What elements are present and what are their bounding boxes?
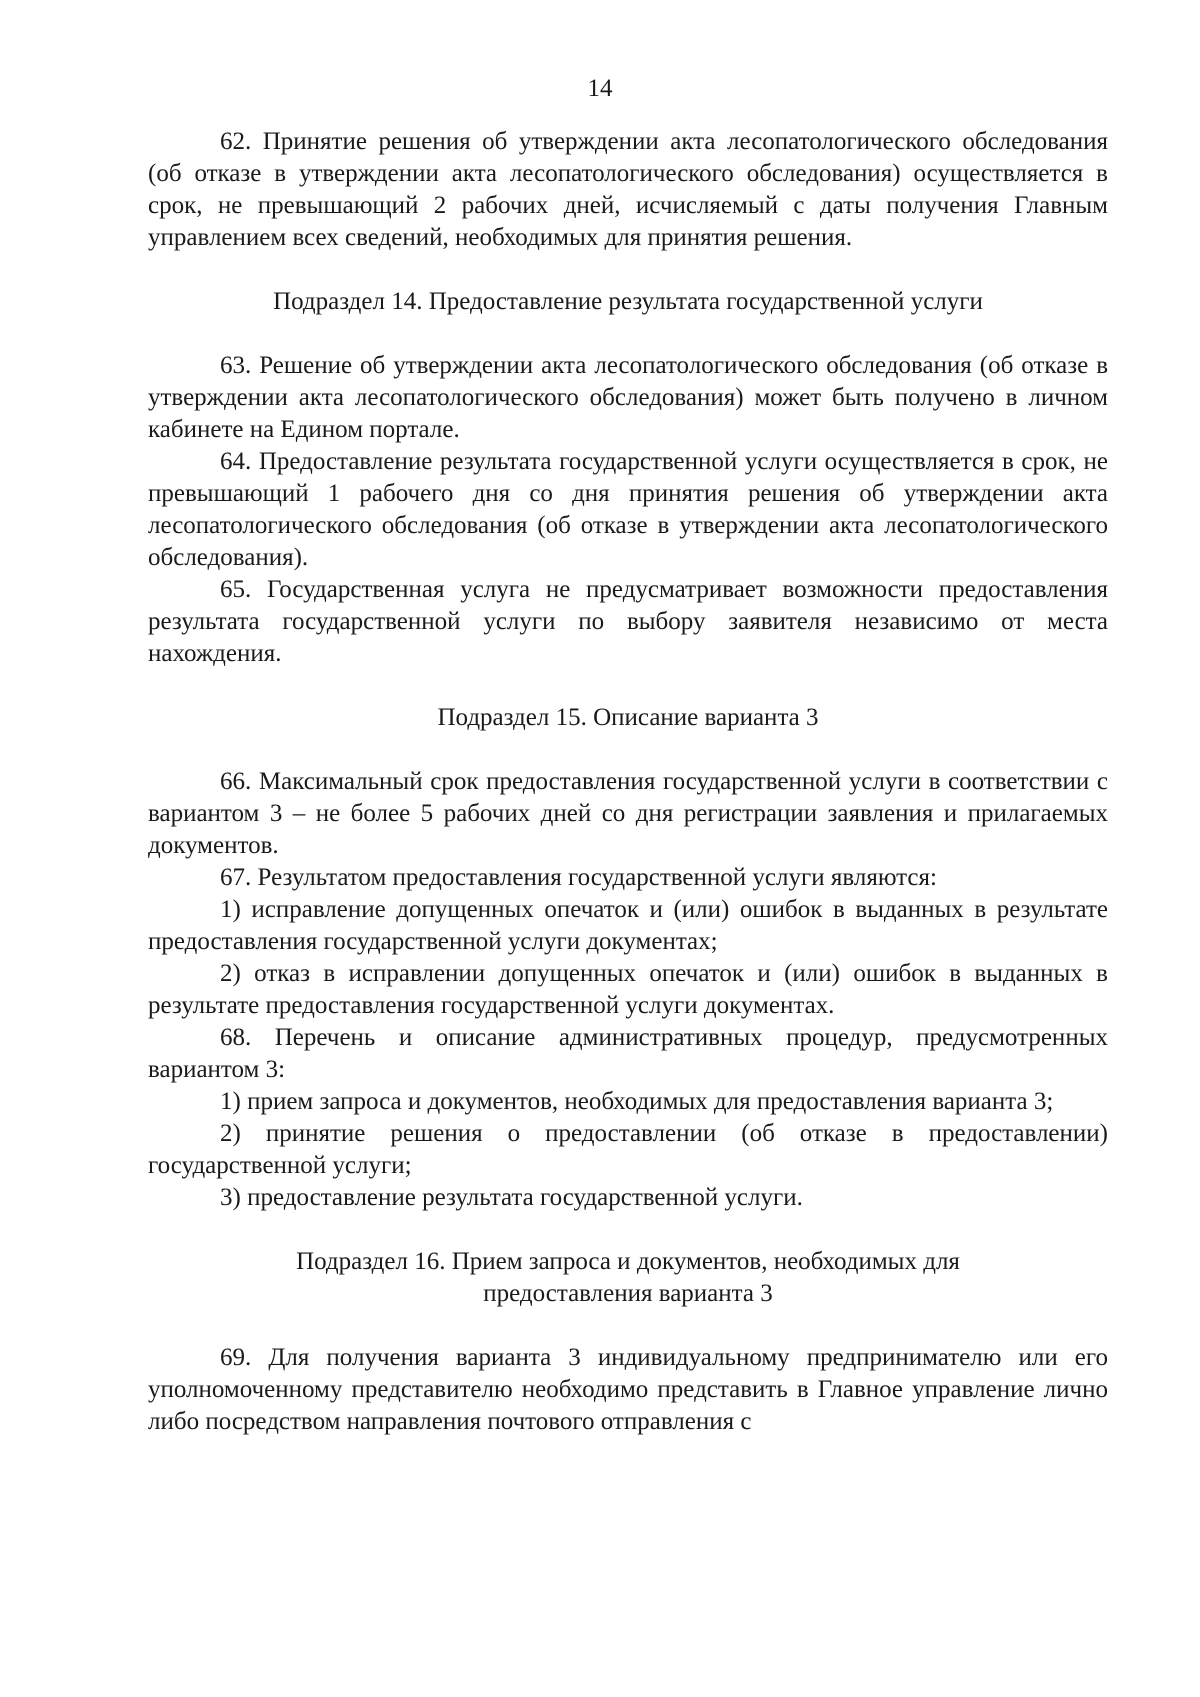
paragraph-67: 67. Результатом предоставления государственной услуги являются: [220,864,937,891]
subsection-heading-14: Подраздел 14. Предоставление результата государственной услуги [273,288,983,315]
page-number: 14 [587,75,613,102]
paragraph-68: 68. Перечень и описание административных процедур, предусмотренных вариантом 3: [148,1024,1108,1083]
paragraph-67-item-2: 2) отказ в исправлении допущенных опечаток и (или) ошибок в выданных в результате предоставления государственной услуги документах. [148,960,1108,1019]
document-body [148,126,1108,1438]
paragraph-64: 64. Предоставление результата государственной услуги осуществляется в срок, не превышающий 1 рабочего дня со дня принятия решения об утверждении акта лесопатологического обследования (об отказе в утверждении акта лесопатологического обследования). [148,448,1108,571]
paragraph-69: 69. Для получения варианта 3 индивидуальному предпринимателю или его уполномоченному представителю необходимо представить в Главное управление лично либо посредством направления почтового отправления с [148,1344,1108,1435]
paragraph-68-item-3: 3) предоставление результата государственной услуги. [220,1184,803,1211]
paragraph-66: 66. Максимальный срок предоставления государственной услуги в соответствии с вариантом 3 – не более 5 рабочих дней со дня регистрации заявления и прилагаемых документов. [148,768,1108,859]
paragraph-67-item-1: 1) исправление допущенных опечаток и (или) ошибок в выданных в результате предоставления государственной услуги документах; [148,896,1108,955]
paragraph-68-item-2: 2) принятие решения о предоставлении (об отказе в предоставлении) государственной услуги; [148,1120,1108,1179]
subsection-heading-15: Подраздел 15. Описание варианта 3 [437,704,819,731]
paragraph-65: 65. Государственная услуга не предусматривает возможности предоставления результата государственной услуги по выбору заявителя независимо от места нахождения. [148,576,1108,667]
paragraph-62: 62. Принятие решения об утверждении акта лесопатологического обследования (об отказе в утверждении акта лесопатологического обследования) осуществляется в срок, не превышающий 2 рабочих дней, исчисляемый с даты получения Главным управлением всех сведений, необходимых для принятия решения. [148,128,1108,251]
subsection-heading-16-line-2: предоставления варианта 3 [483,1280,773,1307]
paragraph-63: 63. Решение об утверждении акта лесопатологического обследования (об отказе в утверждении акта лесопатологического обследования) может быть получено в личном кабинете на Едином портале. [148,352,1108,443]
subsection-heading-16-line-1: Подраздел 16. Прием запроса и документов, необходимых для [296,1248,960,1275]
paragraph-68-item-1: 1) прием запроса и документов, необходимых для предоставления варианта 3; [220,1088,1054,1115]
